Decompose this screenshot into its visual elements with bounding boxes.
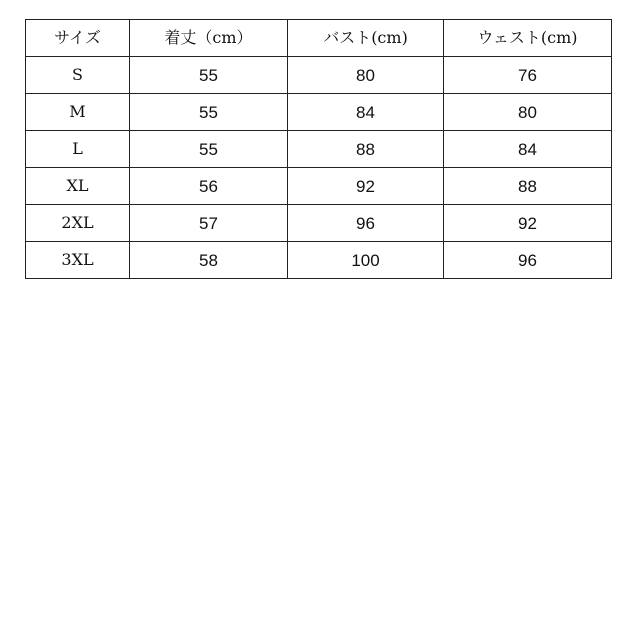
cell-length: 55 — [130, 131, 288, 168]
cell-waist: 88 — [444, 168, 612, 205]
cell-bust: 96 — [288, 205, 444, 242]
cell-waist: 80 — [444, 94, 612, 131]
table-row — [26, 94, 612, 131]
cell-length: 55 — [130, 57, 288, 94]
table-row — [26, 168, 612, 205]
cell-size: 3XL — [26, 242, 130, 279]
table-row — [26, 242, 612, 279]
cell-length: 56 — [130, 168, 288, 205]
table-row — [26, 205, 612, 242]
cell-length: 58 — [130, 242, 288, 279]
table-row — [26, 131, 612, 168]
cell-bust: 92 — [288, 168, 444, 205]
cell-bust: 88 — [288, 131, 444, 168]
table-body — [26, 57, 612, 279]
table-row — [26, 57, 612, 94]
header-row — [26, 20, 612, 57]
cell-bust: 84 — [288, 94, 444, 131]
cell-size: XL — [26, 168, 130, 205]
cell-waist: 92 — [444, 205, 612, 242]
cell-size: L — [26, 131, 130, 168]
header-bust: バスト(cm) — [288, 20, 444, 57]
cell-size: M — [26, 94, 130, 131]
cell-bust: 80 — [288, 57, 444, 94]
header-waist: ウェスト(cm) — [444, 20, 612, 57]
header-length: 着丈（cm） — [130, 20, 288, 57]
cell-size: S — [26, 57, 130, 94]
cell-bust: 100 — [288, 242, 444, 279]
cell-waist: 96 — [444, 242, 612, 279]
header-size: サイズ — [26, 20, 130, 57]
cell-length: 57 — [130, 205, 288, 242]
cell-length: 55 — [130, 94, 288, 131]
size-chart-table — [25, 19, 612, 279]
cell-waist: 84 — [444, 131, 612, 168]
cell-waist: 76 — [444, 57, 612, 94]
table-header — [26, 20, 612, 57]
cell-size: 2XL — [26, 205, 130, 242]
